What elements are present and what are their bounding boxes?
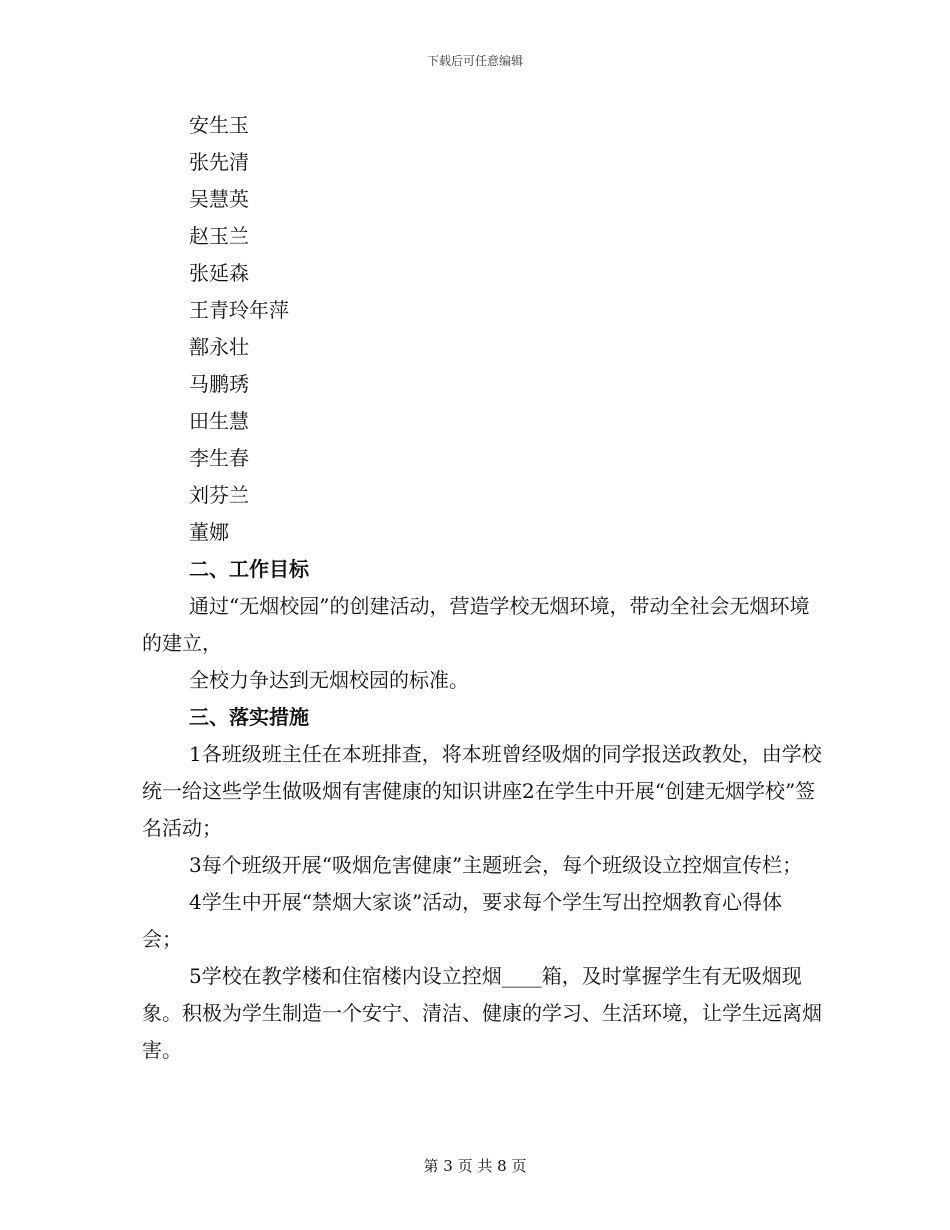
name-list-item: 李生春 [189, 446, 249, 470]
page-number: 第 3 页 共 8 页 [423, 1157, 527, 1175]
name-list-item: 田生慧 [189, 409, 249, 433]
name-list-item: 马鹏琇 [189, 372, 249, 396]
name-list-item: 王青玲年萍 [189, 298, 289, 322]
page-header: 下载后可任意编辑 [426, 54, 523, 68]
paragraph: 3每个班级开展“吸烟危害健康”主题班会，每个班级设立控烟宣传栏； [189, 853, 803, 877]
paragraph-text: 箱，及时掌握学生有无吸烟现象。积极为学生制造一个安宁、清洁、健康的学习、生活环境，让学生远离烟害。 [142, 964, 822, 1062]
name-list-item: 安生玉 [189, 113, 249, 137]
paragraph: 4学生中开展“禁烟大家谈”活动，要求每个学生写出控烟教育心得体会； [142, 890, 783, 951]
paragraph: 通过“无烟校园”的创建活动，营造学校无烟环境，带动全社会无烟环境的建立， [142, 594, 810, 655]
name-list-item: 鄯永壮 [189, 335, 249, 359]
section-heading-measures: 三、落实措施 [189, 705, 309, 729]
name-list-item: 张先清 [189, 150, 249, 174]
name-list-item: 吴慧英 [189, 187, 249, 211]
paragraph-text: 5学校在教学楼和住宿楼内设立控烟 [189, 964, 502, 988]
name-list-item: 董娜 [189, 520, 229, 544]
paragraph: 全校力争达到无烟校园的标准。 [189, 668, 469, 692]
paragraph [142, 958, 822, 1069]
name-list-item: 刘芬兰 [189, 483, 249, 507]
name-list-item: 赵玉兰 [189, 224, 249, 248]
paragraph: 1各班级班主任在本班排查，将本班曾经吸烟的同学报送政教处，由学校统一给这些学生做吸烟有害健康的知识讲座2在学生中开展“创建无烟学校”签名活动； [142, 742, 822, 840]
document-body [142, 107, 822, 1069]
name-list-item: 张延森 [189, 261, 249, 285]
section-heading-goals: 二、工作目标 [189, 557, 309, 581]
fill-in-blank: ____ [501, 964, 542, 988]
